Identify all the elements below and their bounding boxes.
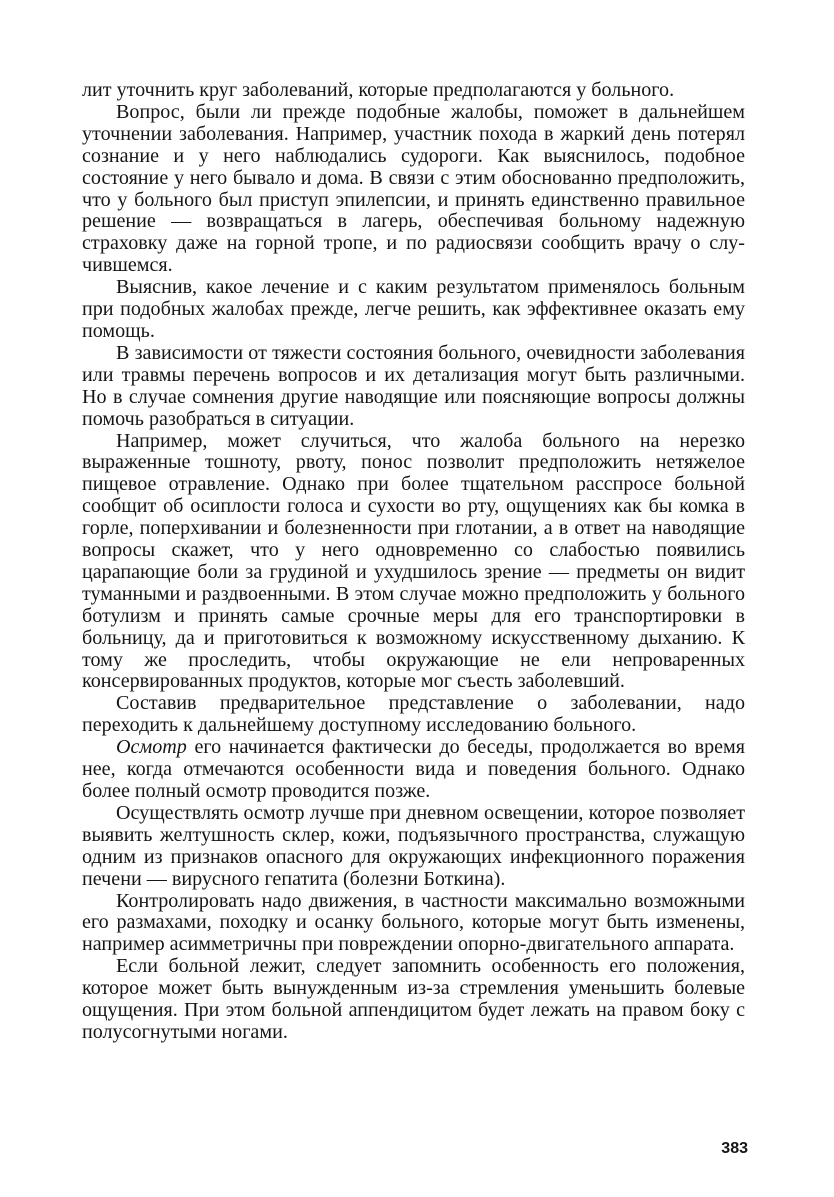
paragraph-7 [82, 737, 745, 803]
paragraph-9: Контролировать надо движения, в частности максимально возможными его размахами, походку и осанку больного, которые могут быть изменены, например асимметричны при повреждении опорно-двигательного аппарата. [82, 889, 745, 956]
body-text [82, 80, 745, 1044]
emphasis-term: Осмотр [116, 736, 187, 759]
paragraph-7-text: его начинается фактически до беседы, продолжается во время нее, когда отмечаются особенности вида и поведения больного. Однако более полный осмотр проводится позже. [82, 736, 745, 802]
page-number: 383 [721, 1140, 748, 1157]
paragraph-8: Осуществлять осмотр лучше при дневном освещении, которое позволяет выявить желтушность склер, кожи, подъязычного пространства, служащую одним из признаков опасного для окружающих инфекционного поражения печени — вирусного гепатита (болезни Боткина). [82, 801, 745, 890]
paragraph-6: Составив предварительное представление о заболевании, надо переходить к дальнейшему доступному исследованию больного. [82, 692, 745, 737]
paragraph-1: лит уточнить круг заболеваний, которые предполагаются у больного. [82, 79, 675, 101]
paragraph-3: Выяснив, какое лечение и с каким результатом применялось больным при подобных жалобах прежде, легче решить, как эффективнее оказать ему помощь. [82, 276, 745, 342]
paragraph-2: Вопрос, были ли прежде подобные жалобы, поможет в дальнейшем уточнении заболевания. Например, участник похода в жаркий день потерял сознание и у него наблюдались судороги. Как выяснилось, подобное состояние у него бывало и дома. В связи с этим обоснованно предположить, что у больного был приступ эпилепсии, и принять единственно правильное решение — возвращаться в лагерь, обеспечивая больному надежную страховку даже на горной тропе, и по радиосвязи сообщить врачу о случившемся. [82, 100, 745, 277]
paragraph-4: В зависимости от тяжести состояния больного, очевидности заболевания или травмы перечень вопросов и их детализация могут быть различными. Но в случае сомнения другие наводящие или поясняющие вопросы должны помочь разобраться в ситуации. [82, 341, 745, 430]
paragraph-5: Например, может случиться, что жалоба больного на нерезко выраженные тошноту, рвоту, понос позволит предположить нетяжелое пищевое отравление. Однако при более тщательном расспросе больной сообщит об осиплости голоса и сухости во рту, ощущениях как бы комка в горле, поперхивании и болезненности при глотании, а в ответ на наводящие вопросы скажет, что у него одновременно со слабостью появились царапающие боли за грудиной и ухудшилось зрение — предметы он видит туманными и раздвоенными. В этом случае можно предположить у больного ботулизм и принять самые срочные меры для его транспортировки в больницу, да и приготовиться к возможному искусственному дыханию. К тому же проследить, чтобы окружающие не ели непроваренных консервированных продуктов, которые мог съесть заболевший. [82, 429, 745, 693]
paragraph-10: Если больной лежит, следует запомнить особенность его положения, которое может быть вынужденным из-за стремления уменьшить болевые ощущения. При этом больной аппендицитом будет лежать на правом боку с полусогнутыми ногами. [82, 955, 745, 1043]
